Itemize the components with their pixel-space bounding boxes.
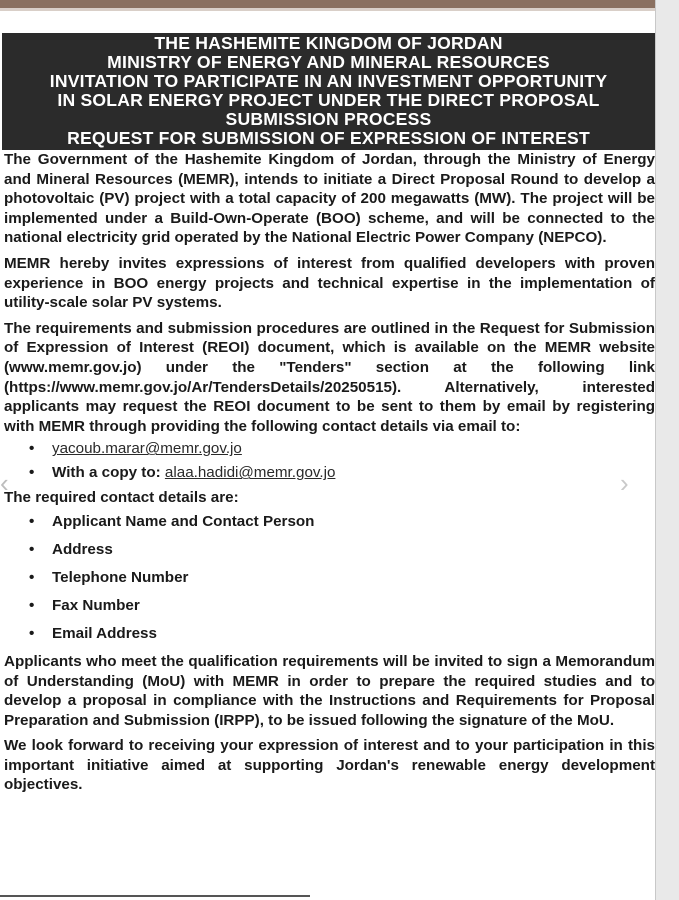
bullet-icon: • [29, 596, 35, 614]
paragraph: The requirements and submission procedures are outlined in the Request for Submission of Expression of Interest (REOI) document, which is available on the MEMR website (www.memr.gov.jo) under the "Tenders" section at the following link (https://www.memr.gov.jo/Ar/TendersDetails/20250515). Alternatively, interested applicants may request the REOI document to be sent to them by email by registering with MEMR through providing the following contact details via email to: [4, 319, 655, 435]
list-item-label: Address [52, 540, 113, 558]
list-item [24, 564, 655, 592]
header-line: IN SOLAR ENERGY PROJECT UNDER THE DIRECT PROPOSAL [57, 90, 600, 110]
contact-details-list [4, 508, 655, 648]
paragraph: We look forward to receiving your expression of interest and to your participation in this important initiative aimed at supporting Jordan's renewable energy development objectives. [4, 737, 655, 794]
list-item-label: Fax Number [52, 596, 140, 614]
header-line: REQUEST FOR SUBMISSION OF EXPRESSION OF INTEREST [67, 128, 590, 148]
top-border [0, 0, 655, 8]
top-border-shadow [0, 8, 655, 11]
list-item [24, 536, 655, 564]
list-item-label: Email Address [52, 624, 157, 642]
list-item [24, 438, 655, 462]
bottom-border [0, 895, 310, 897]
bullet-icon: • [29, 464, 35, 482]
previous-page-icon[interactable]: ‹ [0, 468, 9, 498]
section-label: The required contact details are: [4, 489, 239, 507]
paragraph: The Government of the Hashemite Kingdom of Jordan, through the Ministry of Energy and Mineral Resources (MEMR), intends to initiate a Direct Proposal Round to develop a photovoltaic (PV) project with a total capacity of 200 megawatts (MW). The project will be implemented under a Build-Own-Operate (BOO) scheme, and will be connected to the national electricity grid operated by the National Electric Power Company (NEPCO). [4, 151, 655, 247]
list-item [24, 462, 655, 486]
list-item-label: Telephone Number [52, 568, 189, 586]
next-page-icon[interactable]: › [620, 468, 629, 498]
list-item [24, 592, 655, 620]
announcement-header [2, 33, 655, 150]
bullet-icon: • [29, 624, 35, 642]
bullet-icon: • [29, 512, 35, 530]
header-line: THE HASHEMITE KINGDOM OF JORDAN [154, 33, 503, 53]
header-line: MINISTRY OF ENERGY AND MINERAL RESOURCES [107, 52, 550, 72]
copy-label: With a copy to: [52, 464, 165, 482]
email-list [4, 438, 655, 486]
paragraph: Applicants who meet the qualification requirements will be invited to sign a Memorandum of Understanding (MoU) with MEMR in order to prepare the required studies and to develop a proposal in compliance with the Instructions and Requirements for Proposal Preparation and Submission (IRPP), to be issued following the signature of the MoU. [4, 652, 655, 729]
bullet-icon: • [29, 568, 35, 586]
header-line: SUBMISSION PROCESS [225, 109, 432, 129]
list-item [24, 508, 655, 536]
announcement-body [2, 150, 655, 795]
bullet-icon: • [29, 440, 35, 458]
page-edge [655, 0, 679, 900]
paragraph: MEMR hereby invites expressions of interest from qualified developers with proven experience in BOO energy projects and technical expertise in the implementation of utility-scale solar PV systems. [4, 254, 655, 312]
document [2, 33, 655, 801]
email-link[interactable]: alaa.hadidi@memr.gov.jo [164, 464, 336, 482]
list-item [24, 620, 655, 648]
email-link[interactable]: yacoub.marar@memr.gov.jo [52, 440, 242, 458]
header-line: INVITATION TO PARTICIPATE IN AN INVESTMENT OPPORTUNITY [49, 71, 608, 91]
bullet-icon: • [29, 540, 35, 558]
list-item-label: Applicant Name and Contact Person [52, 512, 315, 530]
